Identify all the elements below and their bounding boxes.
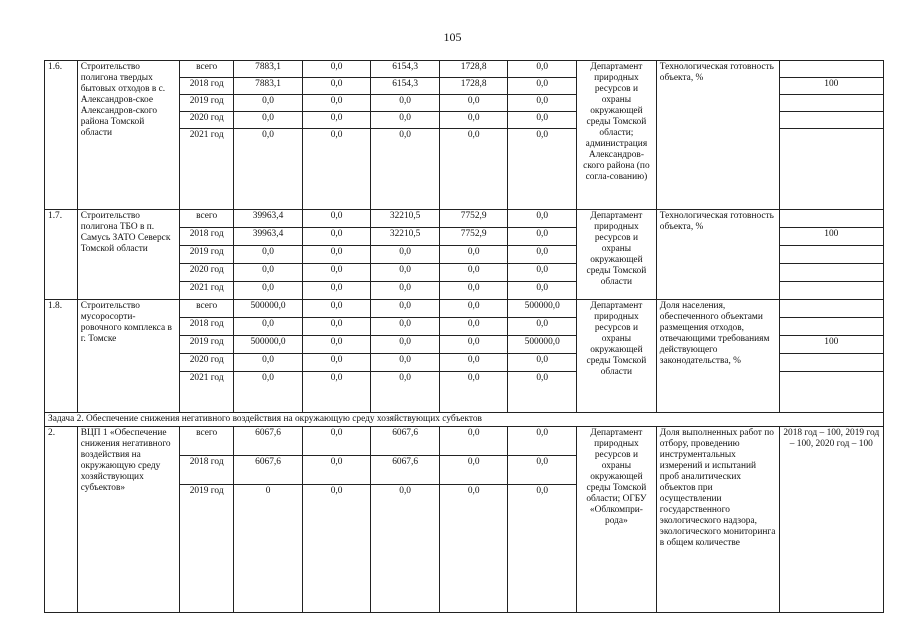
year-label: 2018 год [180,228,234,246]
value-total: 6067,6 [234,427,303,456]
value-regional: 0,0 [371,264,440,282]
target-value: 2018 год – 100, 2019 год – 100, 2020 год – 100 [779,427,883,613]
target-blank [779,264,883,282]
value-regional: 0,0 [371,372,440,413]
value-local: 0,0 [439,456,508,485]
target-value: 100 [779,78,883,95]
value-federal: 0,0 [302,95,371,112]
value-local: 0,0 [439,95,508,112]
value-other: 0,0 [508,427,577,456]
value-other: 0,0 [508,485,577,613]
table-row [45,413,884,427]
value-federal: 0,0 [302,210,371,228]
value-regional: 0,0 [371,485,440,613]
table-row [45,210,884,228]
year-label: всего [180,300,234,318]
value-regional: 6067,6 [371,427,440,456]
value-other: 0,0 [508,129,577,210]
value-regional: 6154,3 [371,78,440,95]
value-federal: 0,0 [302,246,371,264]
value-local: 0,0 [439,318,508,336]
row-number: 1.8. [45,300,78,413]
program-table [44,60,884,613]
value-federal: 0,0 [302,354,371,372]
value-local: 0,0 [439,485,508,613]
value-other: 0,0 [508,282,577,300]
target-value: 100 [779,228,883,246]
value-federal: 0,0 [302,282,371,300]
target-blank [779,210,883,228]
value-local: 7752,9 [439,210,508,228]
row-number: 2. [45,427,78,613]
value-other: 0,0 [508,210,577,228]
value-regional: 0,0 [371,282,440,300]
target-blank [779,282,883,300]
value-other: 500000,0 [508,336,577,354]
value-federal: 0,0 [302,456,371,485]
value-federal: 0,0 [302,336,371,354]
value-local: 0,0 [439,246,508,264]
value-total: 6067,6 [234,456,303,485]
value-regional: 0,0 [371,112,440,129]
measure-name: Строительство мусоросорти-ровочного комплекса в г. Томске [77,300,179,413]
value-other: 0,0 [508,112,577,129]
value-federal: 0,0 [302,112,371,129]
value-federal: 0,0 [302,264,371,282]
value-other: 0,0 [508,228,577,246]
value-total: 0,0 [234,129,303,210]
value-total: 0,0 [234,372,303,413]
page-number: 105 [443,30,462,44]
year-label: 2019 год [180,485,234,613]
value-regional: 0,0 [371,354,440,372]
executor: Департамент природных ресурсов и охраны окружающей среды Томской области [577,300,657,413]
value-federal: 0,0 [302,129,371,210]
value-regional: 0,0 [371,129,440,210]
year-label: 2021 год [180,282,234,300]
value-total: 500000,0 [234,300,303,318]
value-regional: 0,0 [371,300,440,318]
year-label: 2021 год [180,372,234,413]
value-total: 0,0 [234,282,303,300]
value-total: 0,0 [234,354,303,372]
value-total: 0 [234,485,303,613]
target-blank [779,61,883,78]
value-total: 7883,1 [234,61,303,78]
target-blank [779,246,883,264]
value-regional: 0,0 [371,246,440,264]
value-regional: 0,0 [371,95,440,112]
value-total: 500000,0 [234,336,303,354]
row-number: 1.6. [45,61,78,210]
target-blank [779,354,883,372]
value-local: 0,0 [439,427,508,456]
value-local: 0,0 [439,264,508,282]
value-regional: 32210,5 [371,210,440,228]
year-label: всего [180,427,234,456]
target-blank [779,112,883,129]
value-total: 7883,1 [234,78,303,95]
value-other: 0,0 [508,456,577,485]
year-label: всего [180,210,234,228]
table-row [45,300,884,318]
value-other: 0,0 [508,372,577,413]
target-value: 100 [779,336,883,354]
value-local: 0,0 [439,372,508,413]
table-row [45,427,884,456]
target-blank [779,95,883,112]
value-other: 0,0 [508,78,577,95]
indicator: Технологическая готовность объекта, % [656,61,779,210]
executor: Департамент природных ресурсов и охраны окружающей среды Томской области; ОГБУ «Облкомпри-рода» [577,427,657,613]
year-label: 2019 год [180,246,234,264]
year-label: 2018 год [180,78,234,95]
value-local: 0,0 [439,300,508,318]
value-federal: 0,0 [302,61,371,78]
value-federal: 0,0 [302,300,371,318]
year-label: 2020 год [180,112,234,129]
value-local: 0,0 [439,336,508,354]
executor: Департамент природных ресурсов и охраны окружающей среды Томской области [577,210,657,300]
measure-name: Строительство полигона твердых бытовых отходов в с. Александров-ское Александров-ского района Томской области [77,61,179,210]
row-number: 1.7. [45,210,78,300]
value-regional: 0,0 [371,318,440,336]
year-label: 2021 год [180,129,234,210]
measure-name: ВЦП 1 «Обеспечение снижения негативного воздействия на окружающую среду хозяйствующих субъектов» [77,427,179,613]
target-blank [779,318,883,336]
year-label: 2019 год [180,336,234,354]
value-other: 0,0 [508,264,577,282]
year-label: 2019 год [180,95,234,112]
executor: Департамент природных ресурсов и охраны окружающей среды Томской области; администрация Александров-ского района (по согла-сованию) [577,61,657,210]
value-local: 0,0 [439,129,508,210]
value-other: 0,0 [508,95,577,112]
year-label: 2018 год [180,456,234,485]
value-federal: 0,0 [302,427,371,456]
value-regional: 6067,6 [371,456,440,485]
value-other: 0,0 [508,61,577,78]
value-federal: 0,0 [302,372,371,413]
value-other: 0,0 [508,246,577,264]
value-total: 0,0 [234,318,303,336]
task-heading: Задача 2. Обеспечение снижения негативного воздействия на окружающую среду хозяйствующих субъектов [45,413,884,427]
indicator: Доля населения, обеспеченного объектами размещения отходов, отвечающими требованиям действующего законодательства, % [656,300,779,413]
value-other: 500000,0 [508,300,577,318]
target-blank [779,129,883,210]
year-label: 2020 год [180,354,234,372]
value-total: 0,0 [234,95,303,112]
measure-name: Строительство полигона ТБО в п. Самусь ЗАТО Северск Томской области [77,210,179,300]
value-regional: 6154,3 [371,61,440,78]
value-federal: 0,0 [302,318,371,336]
value-regional: 0,0 [371,336,440,354]
value-total: 39963,4 [234,228,303,246]
value-total: 39963,4 [234,210,303,228]
indicator: Технологическая готовность объекта, % [656,210,779,300]
table-row [45,61,884,78]
value-federal: 0,0 [302,78,371,95]
value-other: 0,0 [508,354,577,372]
value-local: 7752,9 [439,228,508,246]
value-local: 0,0 [439,112,508,129]
value-local: 1728,8 [439,78,508,95]
value-other: 0,0 [508,318,577,336]
value-total: 0,0 [234,112,303,129]
value-local: 1728,8 [439,61,508,78]
year-label: 2020 год [180,264,234,282]
year-label: всего [180,61,234,78]
target-blank [779,300,883,318]
value-local: 0,0 [439,354,508,372]
value-federal: 0,0 [302,228,371,246]
value-federal: 0,0 [302,485,371,613]
value-total: 0,0 [234,246,303,264]
value-total: 0,0 [234,264,303,282]
year-label: 2018 год [180,318,234,336]
value-local: 0,0 [439,282,508,300]
target-blank [779,372,883,413]
value-regional: 32210,5 [371,228,440,246]
indicator: Доля выполненных работ по отбору, проведению инструментальных измерений и испытаний проб аналитических объектов при осуществлении государственного экологического надзора, экологического мониторинга в общем количестве [656,427,779,613]
